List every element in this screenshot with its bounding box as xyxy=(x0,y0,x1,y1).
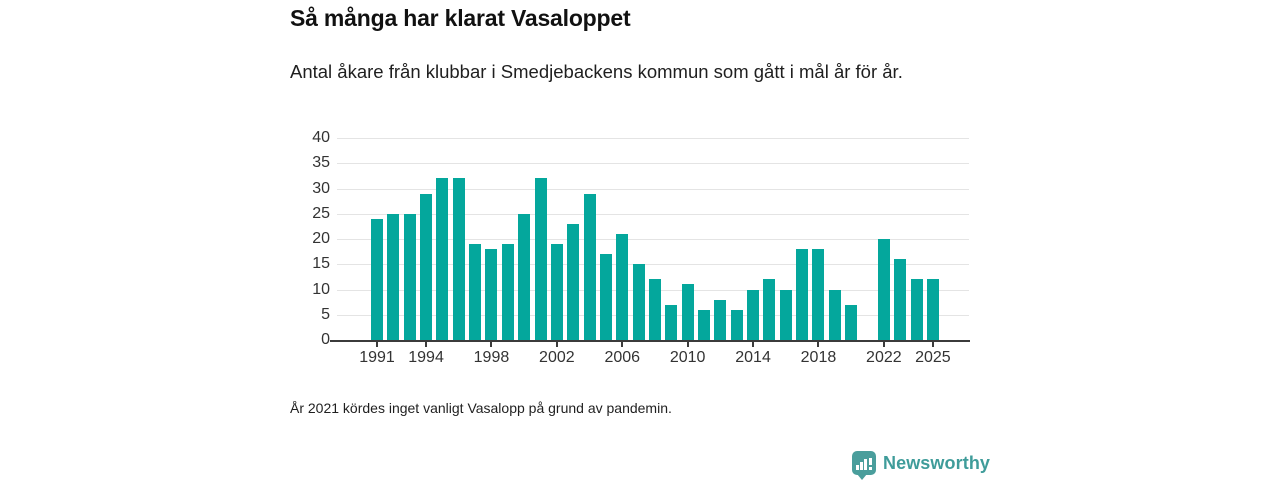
y-axis-label-20: 20 xyxy=(312,230,330,247)
x-axis-label-2018: 2018 xyxy=(800,349,837,366)
badge-bar-1 xyxy=(856,465,859,470)
bar-2002 xyxy=(551,244,563,340)
chart-title: Så många har klarat Vasaloppet xyxy=(290,5,631,31)
badge-bar-2 xyxy=(860,462,863,470)
y-axis-label-40: 40 xyxy=(312,129,330,146)
y-axis-label-15: 15 xyxy=(312,255,330,273)
bar-1991 xyxy=(371,219,383,340)
bar-2003 xyxy=(567,224,579,340)
x-axis-label-2010: 2010 xyxy=(669,349,706,366)
x-tick-1991 xyxy=(376,342,378,347)
x-axis-label-2022: 2022 xyxy=(866,349,902,366)
y-axis-label-10: 10 xyxy=(312,280,330,298)
bar-2013 xyxy=(731,310,743,340)
bar-2008 xyxy=(649,279,661,340)
x-axis-label-2002: 2002 xyxy=(539,349,575,366)
bar-2016 xyxy=(780,290,792,341)
badge-exclamation-bar xyxy=(869,458,872,465)
bar-2009 xyxy=(665,305,677,340)
bar-2017 xyxy=(796,249,808,340)
x-tick-2010 xyxy=(687,342,689,347)
y-axis-label-5: 5 xyxy=(321,305,330,323)
bar-2000 xyxy=(518,214,530,340)
bar-2023 xyxy=(894,259,906,340)
chart-subtitle: Antal åkare från klubbar i Smedjebackens kommun som gått i mål år för år. xyxy=(290,61,903,82)
newsworthy-logo[interactable] xyxy=(852,451,990,475)
y-axis-label-30: 30 xyxy=(312,179,330,197)
x-axis-label-2014: 2014 xyxy=(735,349,771,366)
bar-2018 xyxy=(812,249,824,340)
bar-2012 xyxy=(714,300,726,340)
bar-1993 xyxy=(404,214,416,340)
bar-1995 xyxy=(436,178,448,340)
x-tick-2025 xyxy=(932,342,934,347)
bar-1992 xyxy=(387,214,399,340)
x-tick-2022 xyxy=(883,342,885,347)
bar-2004 xyxy=(584,194,596,340)
bar-1999 xyxy=(502,244,514,340)
bar-1994 xyxy=(420,194,432,340)
bar-1996 xyxy=(453,178,465,340)
gridline-35 xyxy=(337,163,969,164)
x-tick-1994 xyxy=(425,342,427,347)
y-axis-label-35: 35 xyxy=(312,154,330,172)
x-axis-label-1991: 1991 xyxy=(359,349,395,366)
x-axis-label-2025: 2025 xyxy=(915,349,951,366)
bar-2001 xyxy=(535,178,547,340)
bar-2020 xyxy=(845,305,857,340)
gridline-40 xyxy=(337,138,969,139)
bar-2014 xyxy=(747,290,759,341)
y-axis-label-0: 0 xyxy=(321,331,330,348)
x-tick-2018 xyxy=(817,342,819,347)
bar-1997 xyxy=(469,244,481,340)
bar-1998 xyxy=(485,249,497,340)
bar-2022 xyxy=(878,239,890,340)
bar-2007 xyxy=(633,264,645,340)
badge-bar-3 xyxy=(864,459,867,470)
bar-2015 xyxy=(763,279,775,340)
bar-2006 xyxy=(616,234,628,340)
x-tick-2002 xyxy=(556,342,558,347)
x-axis-label-1994: 1994 xyxy=(408,349,444,366)
x-tick-2006 xyxy=(621,342,623,347)
bar-2011 xyxy=(698,310,710,340)
x-tick-1998 xyxy=(490,342,492,347)
newsworthy-bar-chart-badge-icon xyxy=(852,451,876,475)
y-axis-label-25: 25 xyxy=(312,204,330,222)
x-tick-2014 xyxy=(752,342,754,347)
bar-2024 xyxy=(911,279,923,340)
bar-2010 xyxy=(682,284,694,340)
x-axis-label-1998: 1998 xyxy=(473,349,510,366)
gridline-30 xyxy=(337,189,969,190)
chart-footnote: År 2021 kördes inget vanligt Vasalopp på grund av pandemin. xyxy=(290,400,672,416)
newsworthy-wordmark: Newsworthy xyxy=(883,452,991,473)
speech-bubble-tail xyxy=(857,474,867,480)
x-axis-label-2006: 2006 xyxy=(604,349,641,366)
bar-2005 xyxy=(600,254,612,340)
plot-area xyxy=(337,138,969,340)
badge-exclamation-dot xyxy=(869,467,872,470)
bar-2019 xyxy=(829,290,841,341)
bar-2025 xyxy=(927,279,939,340)
